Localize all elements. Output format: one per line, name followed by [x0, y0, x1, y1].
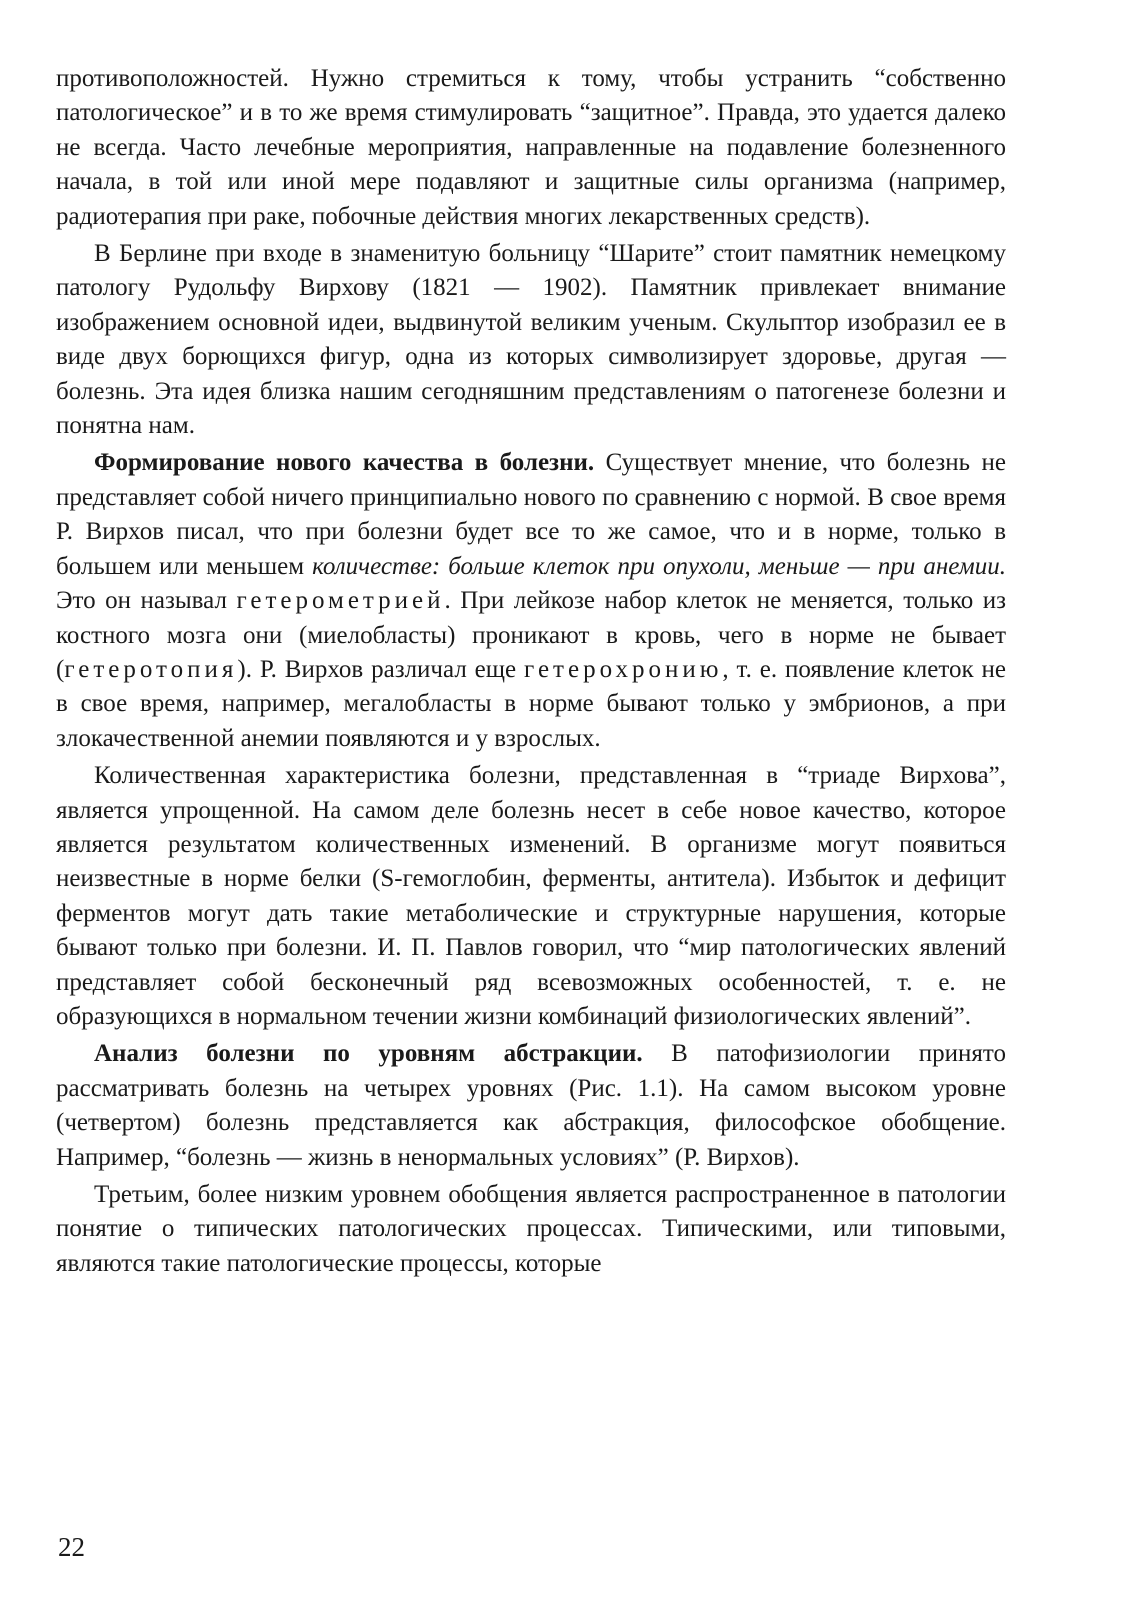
paragraph-5-text: В патофизиологии принято рассматривать болезнь на четырех уровнях (Рис. 1.1). На самом высоком уровне (четвертом) болезнь представляется как абстракция, философское обобщение. Например, “болезнь — жизнь в ненормальных условиях” (Р. Вирхов). [56, 1040, 1006, 1171]
term-heterotopia: гетеротопия [64, 655, 238, 683]
paragraph-3-text: Существует мнение, что болезнь не представляет собой ничего принципиально нового по сравнению с нормой. В свое время Р. Вирхов писал, что при болезни будет все то же самое, что и в норме, только в большем или меньшем [56, 449, 1006, 580]
term-heterometry: гетерометрией [236, 587, 445, 615]
paragraph-3-text: Это он называл [56, 587, 237, 615]
section-heading-new-quality: Формирование нового качества в болезни. [94, 449, 595, 477]
paragraph-3-text: . При лейкозе набор клеток не меняется, только из костного мозга они (миелобласты) проникают в кровь, чего в норме не бывает ( [56, 587, 1006, 683]
paragraph-3 [56, 446, 1006, 756]
paragraph-3-text: ). Р. Вирхов различал еще [237, 655, 525, 683]
paragraph-3-text: , т. е. появление клеток не в свое время, например, мегалобласты в норме бывают только у эмбрионов, а при злокачественной анемии появляются и у взрослых. [56, 655, 1006, 752]
page-number: 22 [58, 1532, 85, 1562]
paragraph-3-italic: количестве: больше клеток при опухоли, меньше — при анемии. [312, 552, 1006, 580]
paragraph-2: В Берлине при входе в знаменитую больницу “Шарите” стоит памятник немецкому патологу Рудольфу Вирхову (1821 — 1902). Памятник привлекает внимание изображением основной идеи, выдвинутой великим ученым. Скульптор изобразил ее в виде двух борющихся фигур, одна из которых символизирует здоровье, другая — болезнь. Эта идея близка нашим сегодняшним представлениям о патогенезе болезни и понятна нам. [56, 240, 1006, 440]
body-text [56, 62, 1006, 1281]
paragraph-4: Количественная характеристика болезни, представленная в “триаде Вирхова”, является упрощенной. На самом деле болезнь несет в себе новое качество, которое является результатом количественных изменений. В организме могут появиться неизвестные в норме белки (S-гемоглобин, ферменты, антитела). Избыток и дефицит ферментов могут дать такие метаболические и структурные нарушения, которые бывают только при болезни. И. П. Павлов говорил, что “мир патологических явлений представляет собой бесконечный ряд всевозможных особенностей, т. е. не образующихся в нормальном течении жизни комбинаций физиологических явлений”. [56, 762, 1006, 1030]
paragraph-1: противоположностей. Нужно стремиться к тому, чтобы устранить “собственно патологическое” и в то же время стимулировать “защитное”. Правда, это удается далеко не всегда. Часто лечебные мероприятия, направленные на подавление болезненного начала, в той или иной мере подавляют и защитные силы организма (например, радиотерапия при раке, побочные действия многих лекарственных средств). [56, 65, 1006, 230]
paragraph-6: Третьим, более низким уровнем обобщения является распространенное в патологии понятие о типических патологических процессах. Типическими, или типовыми, являются такие патологические процессы, которые [56, 1181, 1006, 1277]
paragraph-5 [56, 1037, 1006, 1175]
section-heading-abstraction-levels: Анализ болезни по уровням абстракции. [94, 1040, 643, 1068]
term-heterochronia: гетерохронию [524, 655, 723, 683]
